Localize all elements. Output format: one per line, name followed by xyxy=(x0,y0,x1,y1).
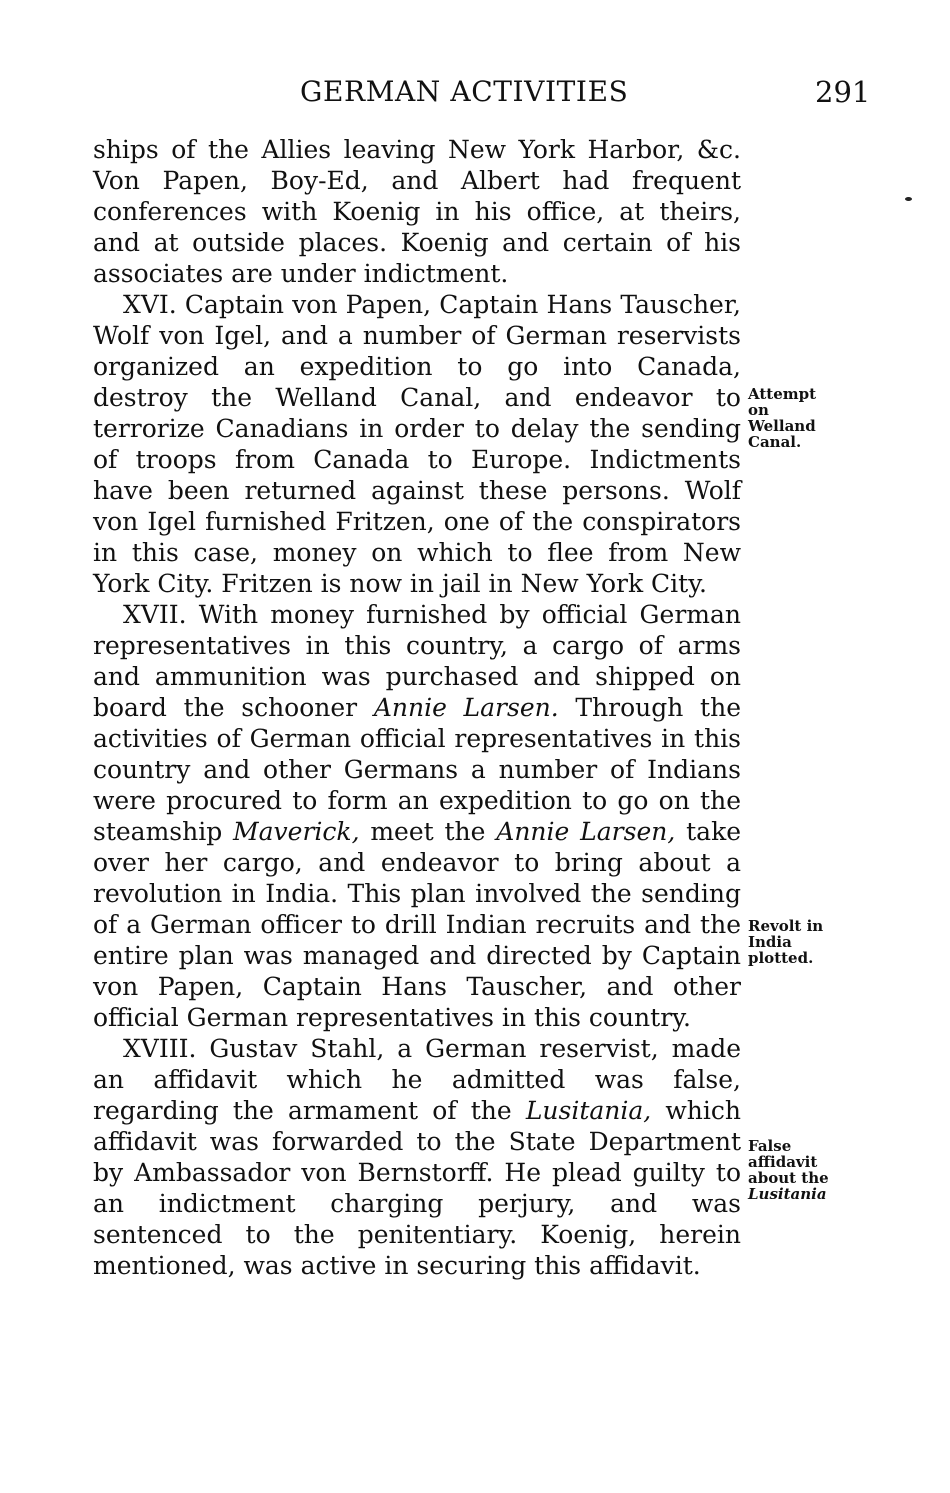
paragraph-xvii xyxy=(93,599,741,1033)
sidenote-line: about the xyxy=(748,1169,829,1187)
page-number: 291 xyxy=(815,75,871,109)
sidenote-line: on xyxy=(748,401,769,419)
sidenote-line: plotted. xyxy=(748,949,814,967)
paragraph-xvii-text-3: meet the xyxy=(359,817,497,846)
ship-name-annie-larsen-2: Annie Larsen, xyxy=(496,817,676,846)
sidenote-line: affidavit xyxy=(748,1153,818,1171)
paragraph-continuation: ships of the Allies leaving New York Harbor, &c. Von Papen, Boy-Ed, and Albert had frequent conferences with Koenig in his office, at theirs, and at outside places. Koenig and certain of his associates are under indictment. xyxy=(93,135,741,288)
sidenote-line: Welland xyxy=(748,417,816,435)
paragraph-xvi: XVI. Captain von Papen, Captain Hans Tauscher, Wolf von Igel, and a number of German reservists organized an expedition to go into Canada, destroy the Welland Canal, and endeavor to terrorize Canadians in order to delay the sending of troops from Canada to Europe. Indictments have been returned against these persons. Wolf von Igel furnished Fritzen, one of the conspirators in this case, money on which to flee from New York City. Fritzen is now in jail in New York City. xyxy=(93,290,741,598)
paragraph-xvii-text-1: XVII. With money furnished by official German representatives in this country, a cargo of arms and ammunition was purchased and shipped on board the schooner xyxy=(93,600,741,722)
ship-name-lusitania: Lusitania, xyxy=(525,1096,652,1125)
paragraph-xvii-text-4: take over her cargo, and endeavor to bring about a revolution in India. This plan involved the sending of a German officer to drill Indian recruits and the entire plan was managed and directed by Captain von Papen, Captain Hans Tauscher, and other official German representatives in this country. xyxy=(93,817,742,1032)
paragraph-xviii xyxy=(93,1033,741,1281)
sidenote-line: False xyxy=(748,1137,792,1155)
sidenote-line: Canal. xyxy=(748,433,802,451)
sidenote-welland-canal xyxy=(748,386,816,450)
paragraph-xviii-text-1: XVIII. Gustav Stahl, a German reservist, made an affidavit which he admitted was false, regarding the armament of the xyxy=(93,1034,741,1125)
running-head: GERMAN ACTIVITIES xyxy=(300,75,629,108)
sidenote-india-revolt xyxy=(748,918,823,966)
sidenote-line: Lusitania xyxy=(748,1185,827,1203)
ink-speck xyxy=(905,197,912,201)
paragraph-xviii-text-2: which affidavit was forwarded to the State Department by Ambassador von Bernstorff. He plead guilty to an indictment charging perjury, and was sentenced to the penitentiary. Koenig, herein mentioned, was active in securing this affidavit. xyxy=(93,1096,742,1280)
paragraph-xvii-text-2: Through the activities of German official representatives in this country and other Germans a number of Indians were procured to form an expedition to go on the steamship xyxy=(93,693,741,846)
sidenote-line: India xyxy=(748,933,792,951)
sidenote-line: Revolt in xyxy=(748,917,824,935)
ship-name-annie-larsen: Annie Larsen. xyxy=(373,693,559,722)
sidenote-lusitania-affidavit xyxy=(748,1138,829,1202)
body-text xyxy=(93,134,741,1281)
ship-name-maverick: Maverick, xyxy=(233,817,360,846)
sidenote-line: Attempt xyxy=(748,385,817,403)
